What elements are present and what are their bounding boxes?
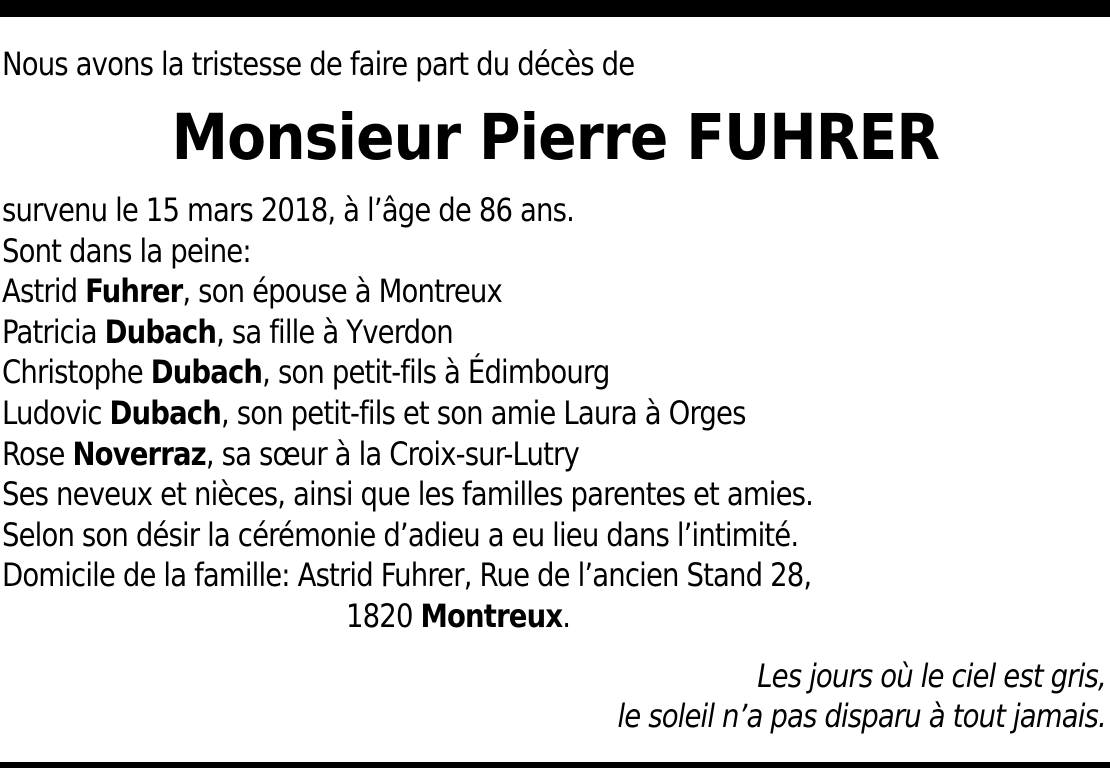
intro-text: Nous avons la tristesse de faire part du décès de bbox=[2, 45, 635, 83]
mourner-relation: , sa fille à Yverdon bbox=[216, 312, 453, 351]
mourners-heading: Sont dans la peine: bbox=[2, 231, 251, 270]
quote-line-2: le soleil n’a pas disparu à tout jamais. bbox=[617, 697, 1106, 735]
bottom-rule bbox=[0, 762, 1110, 768]
address-town-line bbox=[2, 596, 813, 637]
notice-body bbox=[2, 190, 813, 637]
mourner-first-name: Ludovic bbox=[2, 393, 110, 432]
mourner-family-name: Fuhrer bbox=[85, 272, 183, 311]
ceremony-line: Selon son désir la cérémonie d’adieu a eu lieu dans l’intimité. bbox=[2, 515, 799, 554]
deceased-name bbox=[0, 100, 1110, 176]
mourner-first-name: Astrid bbox=[2, 272, 86, 311]
mourner-line bbox=[2, 271, 813, 312]
death-details: survenu le 15 mars 2018, à l’âge de 86 ans. bbox=[2, 191, 574, 229]
mourner-family-name: Dubach bbox=[109, 393, 221, 432]
mourner-family-name: Dubach bbox=[104, 312, 217, 351]
closing-quote bbox=[618, 656, 1106, 736]
town-name: Montreux bbox=[420, 596, 563, 635]
domicile-line: Domicile de la famille: Astrid Fuhrer, Rue de l’ancien Stand 28, bbox=[2, 556, 812, 595]
mourner-line bbox=[2, 434, 813, 475]
mourner-first-name: Rose bbox=[2, 434, 73, 473]
mourner-relation: , son petit-fils à Édimbourg bbox=[262, 353, 610, 392]
mourner-line bbox=[2, 312, 813, 353]
mourner-relation: , son épouse à Montreux bbox=[182, 272, 502, 311]
mourner-first-name: Patricia bbox=[2, 312, 105, 351]
mourner-relation: , sa sœur à la Croix-sur-Lutry bbox=[205, 434, 579, 473]
mourner-line bbox=[2, 352, 813, 393]
mourner-family-name: Dubach bbox=[150, 353, 263, 392]
deceased-name-text: Monsieur Pierre FUHRER bbox=[171, 101, 939, 174]
mourner-family-name: Noverraz bbox=[72, 434, 206, 473]
relatives-line: Ses neveux et nièces, ainsi que les familles parentes et amies. bbox=[2, 475, 814, 514]
mourner-first-name: Christophe bbox=[2, 353, 151, 392]
address-period: . bbox=[562, 596, 571, 635]
mourner-relation: , son petit-fils et son amie Laura à Orges bbox=[220, 393, 746, 432]
quote-line-1: Les jours où le ciel est gris, bbox=[757, 657, 1106, 695]
postcode: 1820 bbox=[346, 596, 421, 635]
mourner-line bbox=[2, 393, 813, 434]
top-rule bbox=[0, 0, 1110, 17]
